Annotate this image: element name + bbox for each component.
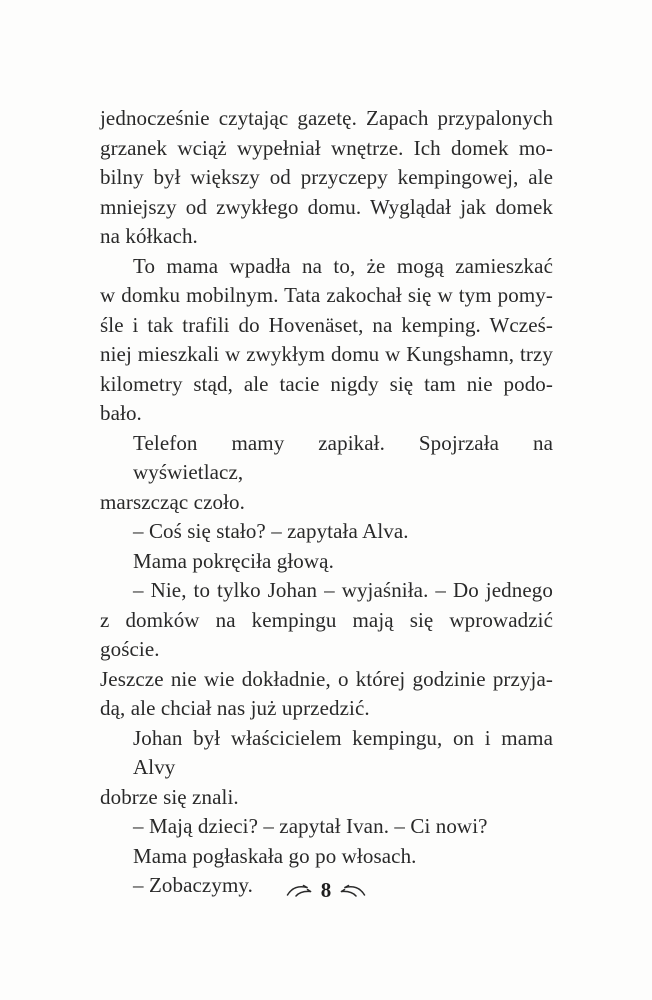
text-line: To mama wpadła na to, że mogą zamieszkać: [133, 253, 553, 278]
text-block: [100, 104, 553, 901]
text-line: bilny był większy od przyczepy kempingowej, ale: [100, 165, 553, 189]
text-line: niej mieszkali w zwykłym domu w Kungshamn, trzy: [100, 342, 553, 366]
text-line: – Zobaczymy.: [133, 873, 253, 897]
text-line: grzanek wciąż wypełniał wnętrze. Ich domek mo-: [100, 135, 553, 160]
text-line: – Coś się stało? – zapytała Alva.: [133, 519, 409, 543]
page-number: 8: [320, 878, 332, 902]
text-line: – Mają dzieci? – zapytał Ivan. – Ci nowi?: [133, 814, 488, 838]
text-line: dą, ale chciał nas już uprzedzić.: [100, 696, 370, 720]
text-line: Telefon mamy zapikał. Spojrzała na wyświetlacz,: [133, 430, 553, 484]
text-line: śle i tak trafili do Hovenäset, na kemping. Wcześ-: [100, 312, 553, 337]
text-line: na kółkach.: [100, 224, 198, 248]
page-footer: [0, 880, 652, 901]
text-line: marszcząc czoło.: [100, 489, 246, 514]
text-line: jednocześnie czytając gazetę. Zapach przypalonych: [100, 106, 553, 130]
text-line: kilometry stąd, ale tacie nigdy się tam nie podo-: [100, 371, 553, 396]
text-line: – Nie, to tylko Johan – wyjaśniła. – Do jednego: [133, 578, 553, 602]
text-line: mniejszy od zwykłego domu. Wyglądał jak domek: [100, 194, 553, 219]
text-line: Johan był właścicielem kempingu, on i mama Alvy: [133, 725, 553, 779]
text-line: z domków na kempingu mają się wprowadzić goście.: [100, 607, 553, 661]
text-line: dobrze się znali.: [100, 784, 239, 809]
flourish-right-icon: [340, 884, 366, 897]
text-line: w domku mobilnym. Tata zakochał się w tym pomy-: [100, 283, 553, 307]
text-line: Mama pokręciła głową.: [133, 548, 334, 573]
text-line: bało.: [100, 401, 142, 425]
text-line: Jeszcze nie wie dokładnie, o której godzinie przyja-: [100, 666, 553, 691]
flourish-left-icon: [286, 884, 312, 897]
text-line: Mama pogłaskała go po włosach.: [133, 843, 417, 868]
